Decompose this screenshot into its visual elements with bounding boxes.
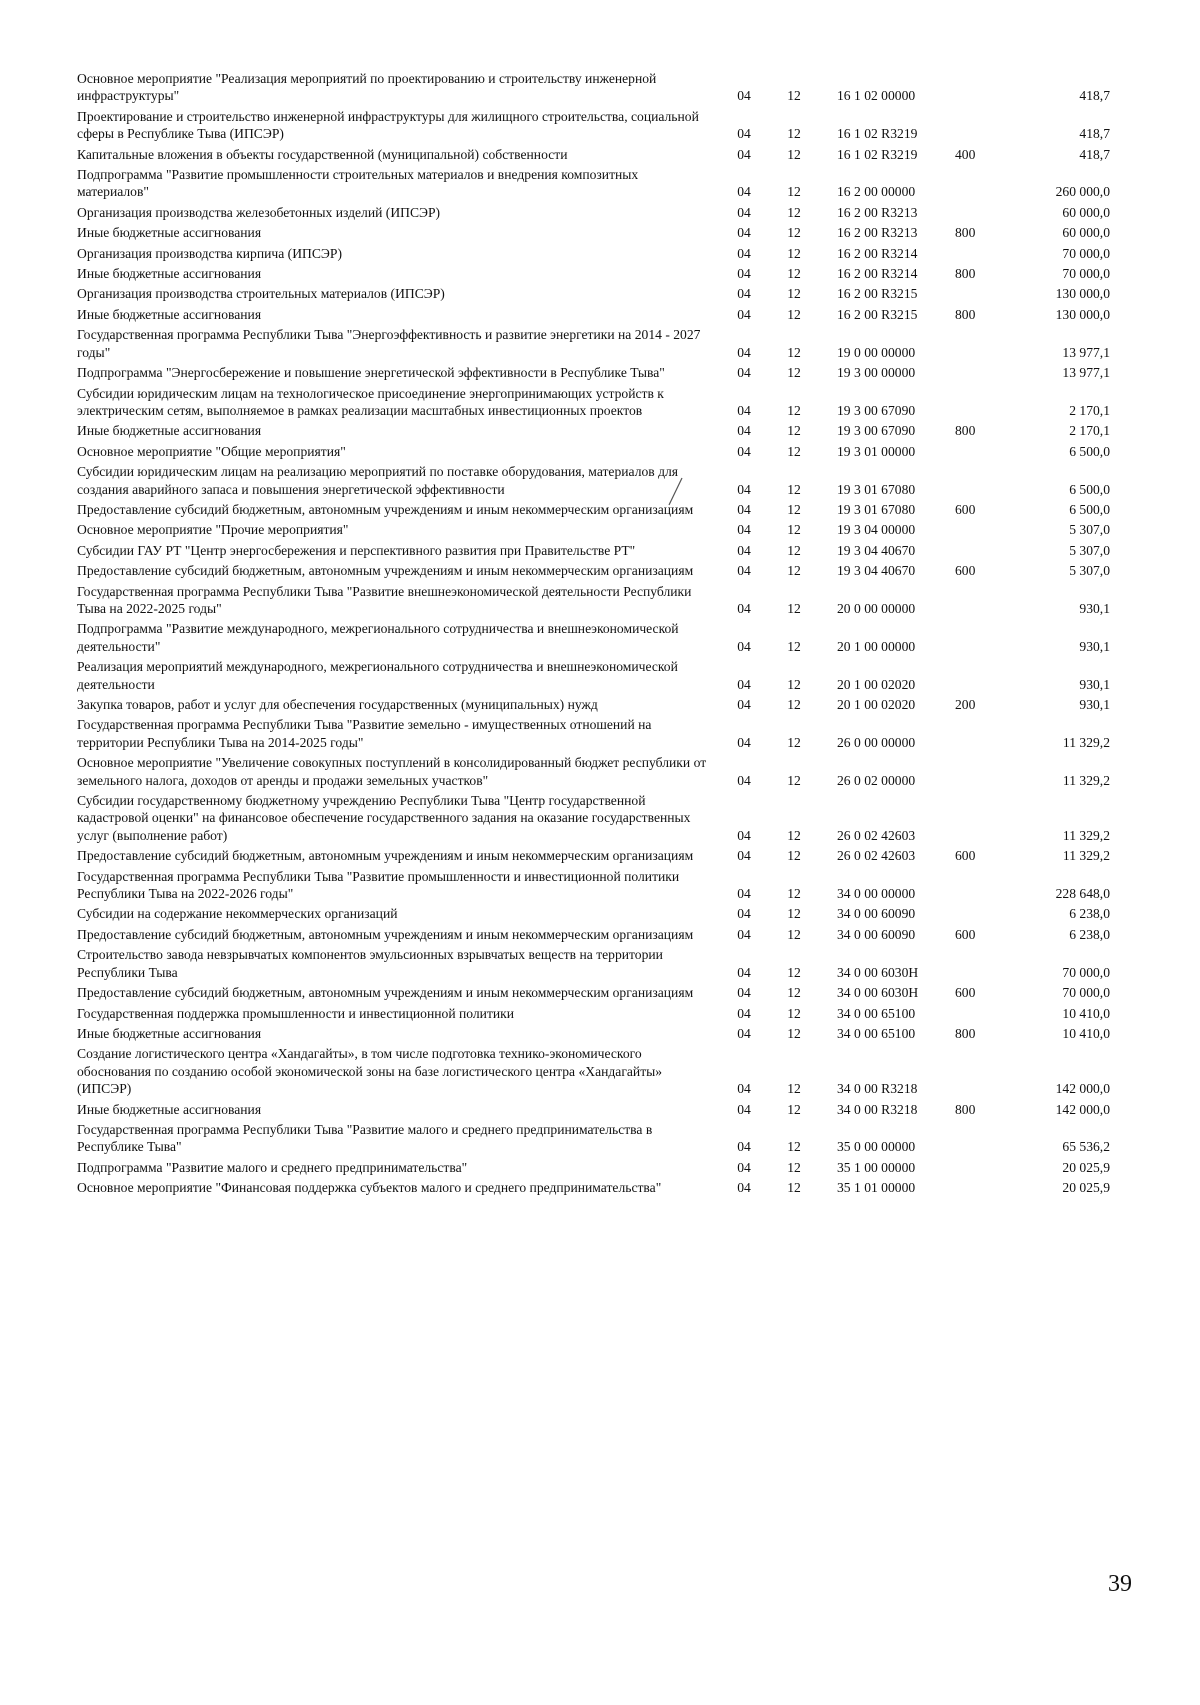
row-name: Проектирование и строительство инженерной инфраструктуры для жилищного строительства, социальной сферы в Республике Тыва (ИПСЭР)	[77, 108, 699, 142]
row-section-code: 04	[737, 1101, 751, 1117]
row-subsection-code: 12	[787, 204, 801, 220]
row-section-code: 04	[737, 985, 751, 1001]
row-subsection-code: 12	[787, 225, 801, 241]
row-subsection-code: 12	[787, 964, 801, 980]
row-name: Предоставление субсидий бюджетным, автономным учреждениям и иным некоммерческим организациям	[77, 563, 694, 579]
row-target-article: 16 1 02 R3219	[837, 126, 918, 142]
row-subsection-code: 12	[787, 1180, 801, 1196]
row-target-article: 35 1 00 00000	[837, 1159, 916, 1175]
row-target-article: 20 1 00 02020	[837, 697, 916, 712]
row-target-article: 16 2 00 R3214	[837, 266, 918, 282]
row-target-article: 20 0 00 00000	[837, 600, 916, 616]
row-name: Создание логистического центра «Хандагайты», в том числе подготовка технико-экономического обоснования по созданию особой экономической зоны на базе логистического центра «Хандагайты» (ИПСЭР)	[77, 1046, 663, 1097]
row-amount: 70 000,0	[1062, 964, 1110, 980]
row-name: Государственная поддержка промышленности и инвестиционной политики	[77, 1005, 515, 1021]
row-name: Капитальные вложения в объекты государственной (муниципальной) собственности	[77, 146, 568, 162]
row-target-article: 34 0 00 65100	[837, 1025, 916, 1041]
row-name: Подпрограмма "Развитие промышленности строительных материалов и внедрения композитных материалов"	[77, 167, 639, 200]
row-subsection-code: 12	[787, 1005, 801, 1021]
row-name: Субсидии ГАУ РТ "Центр энергосбережения и перспективного развития при Правительстве РТ"	[77, 542, 636, 558]
row-amount: 5 307,0	[1069, 563, 1110, 579]
row-subsection-code: 12	[787, 443, 801, 459]
row-target-article: 19 3 04 00000	[837, 522, 916, 538]
row-name: Иные бюджетные ассигнования	[77, 423, 262, 439]
row-target-article: 35 0 00 00000	[837, 1139, 916, 1155]
row-name: Предоставление субсидий бюджетным, автономным учреждениям и иным некоммерческим организациям	[77, 501, 694, 517]
row-section-code: 04	[737, 563, 751, 579]
row-amount: 5 307,0	[1069, 542, 1110, 558]
row-section-code: 04	[737, 638, 751, 654]
row-subsection-code: 12	[787, 184, 801, 200]
row-subsection-code: 12	[787, 985, 801, 1001]
row-target-article: 20 1 00 00000	[837, 638, 916, 654]
row-expense-type: 600	[955, 563, 976, 579]
row-subsection-code: 12	[787, 126, 801, 142]
row-subsection-code: 12	[787, 481, 801, 497]
row-section-code: 04	[737, 676, 751, 692]
row-target-article: 19 3 04 40670	[837, 563, 916, 579]
row-subsection-code: 12	[787, 772, 801, 788]
row-subsection-code: 12	[787, 600, 801, 616]
row-name: Иные бюджетные ассигнования	[77, 306, 262, 322]
row-name: Закупка товаров, работ и услуг для обеспечения государственных (муниципальных) нужд	[77, 697, 598, 712]
row-section-code: 04	[737, 542, 751, 558]
row-section-code: 04	[737, 1159, 751, 1175]
row-subsection-code: 12	[787, 827, 801, 843]
row-subsection-code: 12	[787, 886, 801, 902]
row-amount: 11 329,2	[1062, 772, 1110, 788]
row-name: Подпрограмма "Развитие международного, межрегионального сотрудничества и внешнеэкономической деятельности"	[77, 621, 679, 654]
row-name: Основное мероприятие "Прочие мероприятия"	[77, 522, 349, 538]
row-amount: 5 307,0	[1069, 522, 1110, 538]
row-subsection-code: 12	[787, 88, 801, 104]
row-name: Субсидии юридическим лицам на технологическое присоединение энергопринимающих устройств к электрическим сетям, выполняемое в рамках реализации масштабных инвестиционных проектов	[77, 385, 664, 418]
row-section-code: 04	[737, 88, 751, 104]
row-section-code: 04	[737, 1180, 751, 1196]
row-section-code: 04	[737, 926, 751, 942]
row-section-code: 04	[737, 772, 751, 788]
row-amount: 142 000,0	[1055, 1081, 1110, 1097]
row-name: Государственная программа Республики Тыва "Развитие малого и среднего предпринимательства в Республике Тыва"	[77, 1121, 653, 1155]
row-amount: 10 410,0	[1062, 1005, 1110, 1021]
row-amount: 260 000,0	[1055, 184, 1110, 200]
row-expense-type: 800	[955, 1101, 976, 1117]
row-section-code: 04	[737, 1081, 751, 1097]
row-subsection-code: 12	[787, 306, 801, 322]
row-target-article: 16 2 00 00000	[837, 184, 916, 200]
row-target-article: 34 0 00 00000	[837, 886, 916, 902]
row-target-article: 26 0 02 42603	[837, 827, 916, 843]
row-target-article: 16 1 02 R3219	[837, 146, 918, 162]
row-section-code: 04	[737, 344, 751, 360]
row-section-code: 04	[737, 126, 751, 142]
row-amount: 60 000,0	[1062, 204, 1110, 220]
row-target-article: 19 3 01 67080	[837, 501, 916, 517]
row-name: Предоставление субсидий бюджетным, автономным учреждениям и иным некоммерческим организациям	[77, 926, 694, 942]
row-amount: 10 410,0	[1062, 1025, 1110, 1041]
row-amount: 13 977,1	[1062, 344, 1110, 360]
row-subsection-code: 12	[787, 1159, 801, 1175]
row-subsection-code: 12	[787, 542, 801, 558]
row-amount: 130 000,0	[1055, 306, 1110, 322]
row-name: Организация производства кирпича (ИПСЭР)	[77, 245, 342, 261]
row-name: Субсидии государственному бюджетному учреждению Республики Тыва "Центр государственной кадастровой оценки" на финансовое обеспечение государственного задания на оказание государственных услуг (выполнение работ)	[77, 793, 691, 843]
row-expense-type: 400	[955, 146, 976, 162]
row-subsection-code: 12	[787, 848, 801, 864]
row-target-article: 34 0 00 6030Н	[837, 985, 919, 1001]
row-section-code: 04	[737, 266, 751, 282]
row-amount: 6 500,0	[1069, 481, 1110, 497]
row-name: Государственная программа Республики Тыва "Развитие внешнеэкономической деятельности Республики Тыва на 2022-2025 годы"	[77, 583, 692, 616]
row-section-code: 04	[737, 964, 751, 980]
row-amount: 418,7	[1079, 126, 1110, 142]
row-expense-type: 600	[955, 985, 976, 1001]
row-section-code: 04	[737, 204, 751, 220]
row-target-article: 19 3 01 00000	[837, 443, 916, 459]
row-amount: 6 500,0	[1069, 443, 1110, 459]
row-section-code: 04	[737, 600, 751, 616]
row-expense-type: 600	[955, 501, 976, 517]
row-name: Предоставление субсидий бюджетным, автономным учреждениям и иным некоммерческим организациям	[77, 985, 694, 1001]
row-amount: 6 238,0	[1069, 926, 1110, 942]
row-target-article: 19 3 04 40670	[837, 542, 916, 558]
row-target-article: 16 2 00 R3214	[837, 245, 918, 261]
row-section-code: 04	[737, 184, 751, 200]
row-section-code: 04	[737, 146, 751, 162]
row-subsection-code: 12	[787, 365, 801, 381]
row-section-code: 04	[737, 423, 751, 439]
row-name: Строительство завода невзрывчатых компонентов эмульсионных взрывчатых веществ на территории Республики Тыва	[77, 947, 663, 980]
row-section-code: 04	[737, 286, 751, 302]
row-section-code: 04	[737, 734, 751, 750]
row-expense-type: 200	[955, 697, 976, 712]
row-section-code: 04	[737, 402, 751, 418]
row-target-article: 26 0 00 00000	[837, 734, 916, 750]
row-name: Организация производства железобетонных изделий (ИПСЭР)	[77, 204, 441, 220]
row-target-article: 16 2 00 R3215	[837, 286, 918, 302]
row-section-code: 04	[737, 501, 751, 517]
row-name: Подпрограмма "Энергосбережение и повышение энергетической эффективности в Республике Тыва"	[77, 365, 665, 381]
row-name: Государственная программа Республики Тыва "Развитие промышленности и инвестиционной политики Республики Тыва на 2022-2026 годы"	[77, 868, 680, 902]
row-subsection-code: 12	[787, 1101, 801, 1117]
row-subsection-code: 12	[787, 423, 801, 439]
row-subsection-code: 12	[787, 501, 801, 517]
row-amount: 11 329,2	[1062, 848, 1110, 864]
row-subsection-code: 12	[787, 522, 801, 538]
row-amount: 11 329,2	[1062, 734, 1110, 750]
row-expense-type: 600	[955, 848, 976, 864]
row-subsection-code: 12	[787, 286, 801, 302]
row-section-code: 04	[737, 1139, 751, 1155]
row-section-code: 04	[737, 245, 751, 261]
row-subsection-code: 12	[787, 245, 801, 261]
row-name: Организация производства строительных материалов (ИПСЭР)	[77, 286, 445, 302]
row-section-code: 04	[737, 522, 751, 538]
row-name: Предоставление субсидий бюджетным, автономным учреждениям и иным некоммерческим организациям	[77, 848, 694, 864]
row-amount: 70 000,0	[1062, 245, 1110, 261]
row-name: Иные бюджетные ассигнования	[77, 266, 262, 282]
row-subsection-code: 12	[787, 734, 801, 750]
row-name: Реализация мероприятий международного, межрегионального сотрудничества и внешнеэкономической деятельности	[77, 659, 678, 692]
row-target-article: 19 3 00 67090	[837, 402, 916, 418]
row-name: Подпрограмма "Развитие малого и среднего предпринимательства"	[77, 1159, 468, 1175]
row-amount: 70 000,0	[1062, 266, 1110, 282]
row-section-code: 04	[737, 848, 751, 864]
row-section-code: 04	[737, 1005, 751, 1021]
row-subsection-code: 12	[787, 638, 801, 654]
row-target-article: 35 1 01 00000	[837, 1180, 916, 1196]
row-amount: 65 536,2	[1062, 1139, 1110, 1155]
row-name: Основное мероприятие "Увеличение совокупных поступлений в консолидированный бюджет республики от земельного налога, доходов от аренды и продажи земельных участков"	[77, 755, 707, 788]
row-expense-type: 800	[955, 225, 976, 241]
row-section-code: 04	[737, 481, 751, 497]
row-expense-type: 800	[955, 306, 976, 322]
row-amount: 70 000,0	[1062, 985, 1110, 1001]
row-amount: 6 238,0	[1069, 906, 1110, 922]
row-subsection-code: 12	[787, 266, 801, 282]
row-name: Иные бюджетные ассигнования	[77, 1101, 262, 1117]
row-amount: 130 000,0	[1055, 286, 1110, 302]
row-amount: 228 648,0	[1055, 886, 1110, 902]
row-target-article: 34 0 00 65100	[837, 1005, 916, 1021]
row-subsection-code: 12	[787, 1081, 801, 1097]
row-target-article: 34 0 00 6030Н	[837, 964, 919, 980]
row-expense-type: 600	[955, 926, 976, 942]
row-amount: 11 329,2	[1062, 827, 1110, 843]
row-amount: 20 025,9	[1062, 1159, 1110, 1175]
row-target-article: 34 0 00 60090	[837, 906, 916, 922]
row-amount: 930,1	[1079, 600, 1110, 616]
row-name: Субсидии на содержание некоммерческих организаций	[77, 906, 398, 922]
row-amount: 20 025,9	[1062, 1180, 1110, 1196]
row-target-article: 26 0 02 00000	[837, 772, 916, 788]
row-amount: 930,1	[1079, 676, 1110, 692]
row-target-article: 20 1 00 02020	[837, 676, 916, 692]
row-section-code: 04	[737, 225, 751, 241]
row-target-article: 16 2 00 R3213	[837, 204, 918, 220]
row-subsection-code: 12	[787, 926, 801, 942]
row-subsection-code: 12	[787, 146, 801, 162]
row-section-code: 04	[737, 827, 751, 843]
row-target-article: 26 0 02 42603	[837, 848, 916, 864]
row-amount: 418,7	[1079, 88, 1110, 104]
row-amount: 418,7	[1079, 146, 1110, 162]
row-section-code: 04	[737, 906, 751, 922]
row-section-code: 04	[737, 306, 751, 322]
row-name: Субсидии юридическим лицам на реализацию мероприятий по поставке оборудования, материалов для создания аварийного запаса и повышения энергетической эффективности	[77, 464, 679, 497]
row-target-article: 16 1 02 00000	[837, 88, 916, 104]
row-name: Основное мероприятие "Финансовая поддержка субъектов малого и среднего предпринимательства"	[77, 1180, 662, 1196]
row-name: Основное мероприятие "Реализация мероприятий по проектированию и строительству инженерной инфраструктуры"	[77, 71, 657, 104]
row-name: Государственная программа Республики Тыва "Энергоэффективность и развитие энергетики на 2014 - 2027 годы"	[77, 327, 701, 360]
row-expense-type: 800	[955, 423, 976, 439]
row-subsection-code: 12	[787, 563, 801, 579]
row-subsection-code: 12	[787, 676, 801, 692]
row-section-code: 04	[737, 886, 751, 902]
row-amount: 13 977,1	[1062, 365, 1110, 381]
row-subsection-code: 12	[787, 402, 801, 418]
row-section-code: 04	[737, 1025, 751, 1041]
row-name: Основное мероприятие "Общие мероприятия"	[77, 443, 346, 459]
row-section-code: 04	[737, 697, 751, 712]
row-subsection-code: 12	[787, 344, 801, 360]
row-target-article: 19 3 00 00000	[837, 365, 916, 381]
row-target-article: 19 3 01 67080	[837, 481, 916, 497]
row-expense-type: 800	[955, 1025, 976, 1041]
row-name: Иные бюджетные ассигнования	[77, 1025, 262, 1041]
row-amount: 930,1	[1079, 638, 1110, 654]
row-subsection-code: 12	[787, 1025, 801, 1041]
row-subsection-code: 12	[787, 697, 801, 712]
row-amount: 2 170,1	[1069, 402, 1110, 418]
row-target-article: 16 2 00 R3215	[837, 306, 918, 322]
row-target-article: 34 0 00 60090	[837, 926, 916, 942]
row-name: Государственная программа Республики Тыва "Развитие земельно - имущественных отношений на территории Республики Тыва на 2014-2025 годы"	[77, 717, 652, 750]
row-amount: 6 500,0	[1069, 501, 1110, 517]
page-number: 39	[1108, 1571, 1132, 1597]
row-name: Иные бюджетные ассигнования	[77, 225, 262, 241]
row-amount: 142 000,0	[1055, 1101, 1110, 1117]
row-section-code: 04	[737, 365, 751, 381]
row-section-code: 04	[737, 443, 751, 459]
row-target-article: 34 0 00 R3218	[837, 1081, 918, 1097]
row-expense-type: 800	[955, 266, 976, 282]
row-subsection-code: 12	[787, 906, 801, 922]
row-subsection-code: 12	[787, 1139, 801, 1155]
row-target-article: 19 3 00 67090	[837, 423, 916, 439]
row-amount: 930,1	[1079, 697, 1110, 712]
row-target-article: 16 2 00 R3213	[837, 225, 918, 241]
row-amount: 2 170,1	[1069, 423, 1110, 439]
row-target-article: 19 0 00 00000	[837, 344, 916, 360]
row-target-article: 34 0 00 R3218	[837, 1101, 918, 1117]
row-amount: 60 000,0	[1062, 225, 1110, 241]
